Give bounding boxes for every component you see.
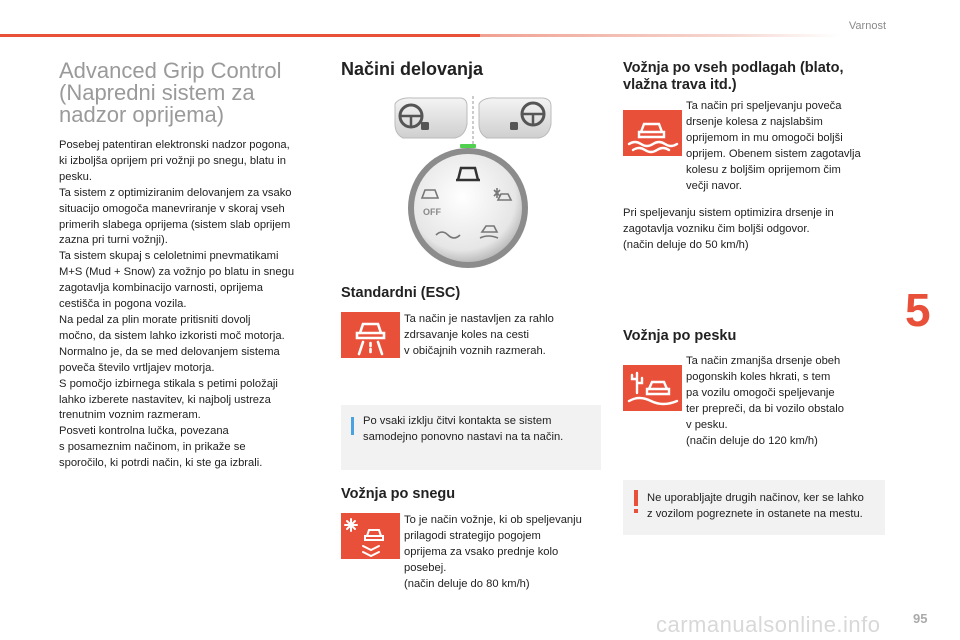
para-line: Normalno je, da se med delovanjem sistema [59, 345, 280, 358]
title-line: (Napredni sistem za [59, 80, 255, 105]
text-line: samodejno ponovno nastavi na ta način. [363, 431, 564, 443]
text-line: Pri speljevanju sistem optimizira drsenje in [623, 207, 834, 219]
text-line: Ta način pri speljevanju poveča [686, 100, 842, 112]
para-line: zagotavlja kombinacijo varnosti, oprijema [59, 282, 263, 295]
text-line: v pesku. [686, 419, 728, 431]
chapter-number: 5 [905, 284, 931, 336]
para-line: zazna pri turni vožnji). [59, 234, 168, 247]
text-line: oprijemom in mu omogoči boljši [686, 132, 843, 144]
para-line: Ta sistem skupaj s celoletnimi pnevmatikami [59, 250, 279, 263]
text-line: (način deluje do 50 km/h) [623, 239, 749, 251]
text-line: (način deluje do 80 km/h) [404, 578, 530, 590]
snow-mode-title: Vožnja po snegu [341, 486, 456, 502]
para-line: pesku. [59, 170, 92, 183]
para-line: situacijo omogoča manevriranje v skoraj vseh [59, 202, 285, 215]
para-line: močno, da sistem lahko izkoristi moč motorja. [59, 329, 285, 342]
standard-mode-title: Standardni (ESC) [341, 285, 461, 301]
para-line: Na pedal za plin morate pritisniti dovolj [59, 313, 251, 326]
title-line: Advanced Grip Control [59, 58, 282, 83]
text-line: drsenje kolesa z najslabšim [686, 116, 823, 128]
text-line: v običajnih voznih razmerah. [404, 345, 546, 357]
warning-note-text [647, 490, 864, 522]
para-line: sporočilo, ki potrdi način, ki ste ga izbrali. [59, 457, 263, 470]
text-line: pa vozilu omogoči speljevanje [686, 387, 835, 399]
text-line: pogonskih koles hkrati, s tem [686, 371, 831, 383]
sand-mode-title: Vožnja po pesku [623, 328, 737, 344]
warning-icon [634, 490, 638, 506]
dial-off-label: OFF [423, 207, 441, 217]
intro-paragraph [59, 138, 321, 472]
info-icon [351, 417, 354, 435]
warning-note [623, 480, 885, 535]
para-line: primerih slabega oprijema (sistem slab oprijem [59, 218, 291, 231]
mud-mode-title [623, 60, 893, 94]
title-line: Vožnja po vseh podlagah (blato, [623, 60, 844, 76]
warning-icon-dot [634, 509, 638, 513]
text-line: To je način vožnje, ki ob speljevanju [404, 514, 582, 526]
modes-title: Načini delovanja [341, 59, 484, 79]
text-line: (način deluje do 120 km/h) [686, 435, 818, 447]
snow-mode-text [404, 512, 582, 592]
text-line: z vozilom pogreznete in ostanete na mestu. [647, 508, 863, 520]
para-line: trenutnim voznim razmeram. [59, 409, 201, 422]
text-line: Ne uporabljajte drugih načinov, ker se lahko [647, 492, 864, 504]
text-line: Po vsaki izklju čitvi kontakta se sistem [363, 415, 552, 427]
para-line: poveča število vrtljajev motorja. [59, 361, 215, 374]
mud-mode-text [686, 98, 861, 194]
steering-wheel-icon [393, 94, 553, 146]
intro-column [59, 60, 321, 472]
header-accent-fade [480, 34, 840, 37]
para-line: Posveti kontrolna lučka, povezana [59, 425, 229, 438]
text-line: oprijema za vsako prednje kolo [404, 546, 559, 558]
mud-mode-extra-text [623, 205, 834, 253]
snowflake-car-icon [341, 513, 400, 559]
intro-title [59, 60, 321, 126]
text-line: Ta način je nastavljen za rahlo [404, 313, 554, 325]
mud-car-icon [623, 110, 682, 156]
para-line: ki izboljša oprijem pri vožnji po snegu, blatu in [59, 154, 286, 167]
para-line: s posameznim načinom, in prikaže se [59, 441, 246, 454]
text-line: prilagodi strategijo pogojem [404, 530, 541, 542]
watermark: carmanualsonline.info [656, 612, 881, 637]
text-line: večji navor. [686, 180, 742, 192]
para-line: S pomočjo izbirnega stikala s petimi položaji [59, 377, 278, 390]
para-line: M+S (Mud + Snow) za vožnjo po blatu in snegu [59, 266, 295, 279]
text-line: zagotavlja vozniku čim boljši odgovor. [623, 223, 810, 235]
title-line: vlažna trava itd.) [623, 77, 737, 93]
mode-selector-dial [398, 140, 538, 270]
page-number: 95 [913, 611, 928, 626]
text-line: oprijem. Obenem sistem zagotavlja [686, 148, 861, 160]
sand-car-icon [623, 365, 682, 411]
car-road-icon [341, 312, 400, 358]
para-line: Ta sistem z optimiziranim delovanjem za vsako [59, 186, 292, 199]
text-line: posebej. [404, 562, 447, 574]
para-line: cestišča in pogona vozila. [59, 298, 187, 311]
dial-icon [398, 140, 538, 270]
info-note [341, 405, 601, 470]
text-line: Ta način zmanjša drsenje obeh [686, 355, 841, 367]
title-line: nadzor oprijema) [59, 102, 225, 127]
steering-wheel-illustration [393, 94, 553, 146]
para-line: lahko izberete nastavitev, ki najbolj ustreza [59, 393, 271, 406]
info-note-text [363, 413, 563, 445]
standard-mode-text [404, 311, 554, 359]
text-line: zdrsavanje koles na cesti [404, 329, 529, 341]
text-line: kolesu z boljšim oprijemom čim [686, 164, 841, 176]
sand-mode-text [686, 353, 844, 449]
section-title: Varnost [848, 20, 886, 32]
para-line: Posebej patentiran elektronski nadzor pogona, [59, 139, 290, 151]
text-line: ter prepreči, da bi vozilo obstalo [686, 403, 844, 415]
header-accent-bar [0, 34, 480, 37]
